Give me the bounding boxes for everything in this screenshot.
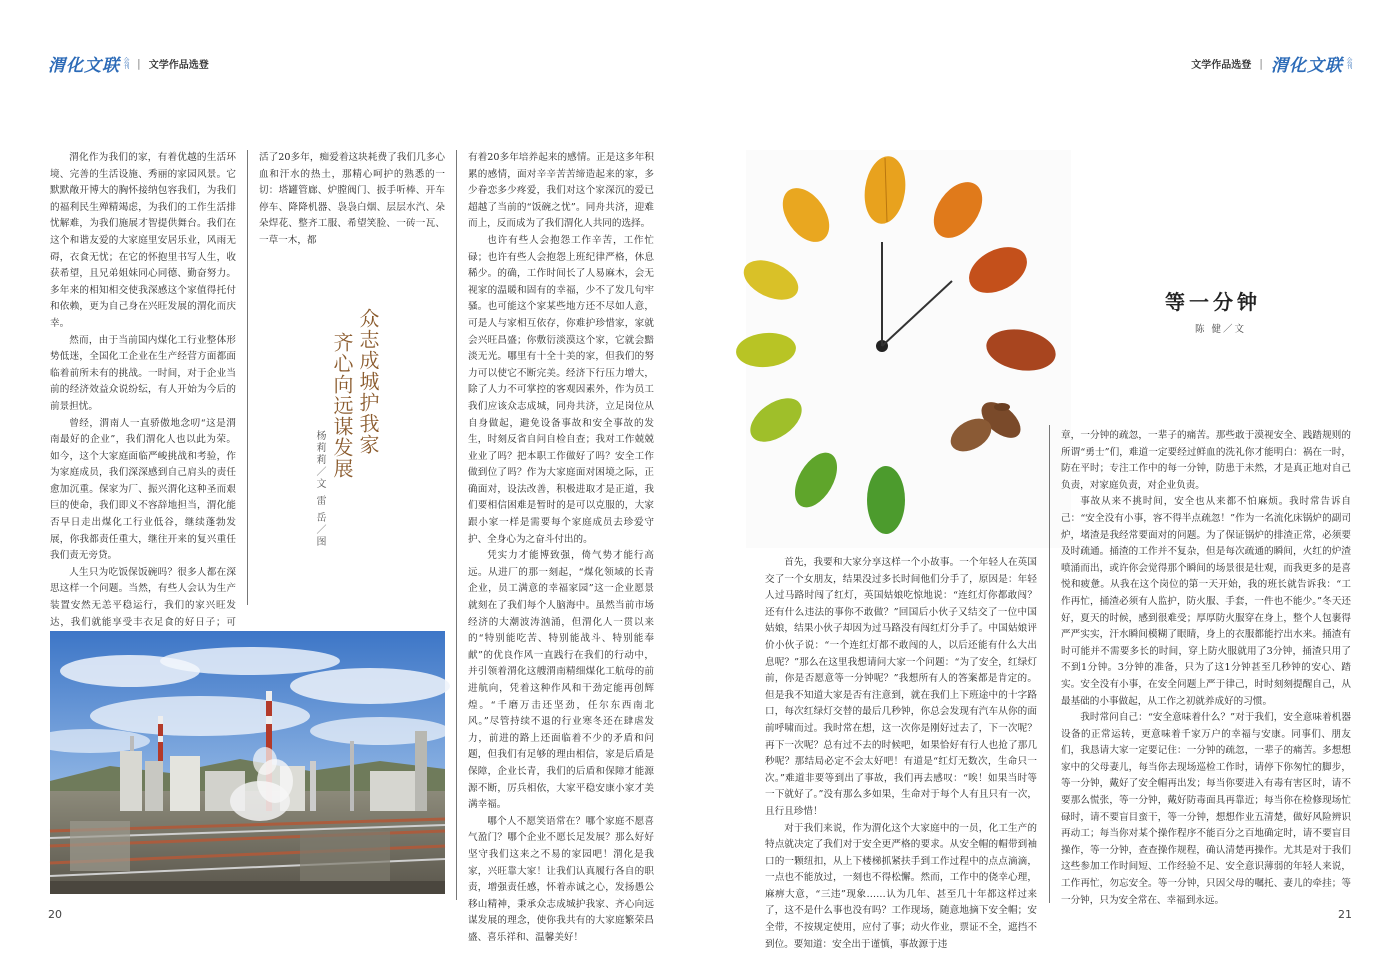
paragraph: 也许有些人会抱怨工作辛苦，工作忙碌；也许有些人会抱怨上班纪律严格，休息稀少。的确，工作时间长了人易麻木，会无视家的温暖和固有的幸福，少不了发几句牢骚。也可能这个家某些地方还不尽如人意，可是人与家相互依存，你难护珍惜家，家就会兴旺昌盛；你敷衍淡漠这个家，它就会黯淡无光。哪里有十全十美的家，但我们的努力可以使它不断完美。经济下行压力增大，除了人力不可掌控的客观因素外，作为员工我们应该众志成城，同舟共济，立足岗位从自身做起，避免设备事故和安全事故的发生，时刻反省自问自检自查；我对工作兢兢业业了吗？把本职工作做好了吗？安全工作做到位了吗？作为大家庭面对困境之际，正确面对，设法改善，积极进取才是正道，我们要相信困难是暂时的是可以克服的，大家跟小家一样是需要每个家庭成员去珍爱守护、全身心为之奋斗付出的。 <box>468 234 654 545</box>
header-separator: | <box>137 56 141 70</box>
paragraph: 对于我们来说，作为渭化这个大家庭中的一员，化工生产的特点就决定了我们对于安全更严格的要求。从安全帽的帽带到袖口的一颗纽扣，从上下楼梯抓紧扶手到工作过程中的点点滴滴，一点也不能放过，一刻也不得松懈。然而，工作中的侥幸心理，麻痹大意，“三违”现象……认为几年、甚至几十年都这样过来了，这不是什么事也没有吗？工作现场，随意地摘下安全帽；安全带，不按规定使用，应付了事；动火作业，票证不全，遮挡不到位。要知道：安全出于谨慎，事故源于违 <box>765 822 1037 950</box>
column-rule <box>1049 425 1050 903</box>
right-header <box>1191 52 1352 74</box>
leaf-clock <box>746 150 1071 548</box>
column-rule <box>247 150 248 605</box>
chemical-plant-photo <box>50 631 445 894</box>
article-title-line1: 众志成城护我家 <box>356 308 380 455</box>
magazine-logo: 渭化文联 <box>1271 55 1343 76</box>
logo-sub: 会刊 <box>122 57 129 69</box>
header-separator: | <box>1259 56 1263 70</box>
paragraph: 我时常问自己：“安全意味着什么？”对于我们，安全意味着机器设备的正常运转，更意味着千家万户的幸福与安康。同事们、朋友们，我恳请大家一定要记住：一分钟的疏忽，一辈子的痛苦。多想想家中的父母妻儿，每当你去现场巡检工作时，请停下你匆忙的脚步，等一分钟，戴好了安全帽再出发；每当你要进入有毒有害区时，请不要那么慌张，等一分钟，戴好防毒面具再靠近；每当你在检修现场忙碌时，请不要盲目蛮干，等一分钟，想想作业五清楚，做好风险辨识再动工；每当你对某个操作程序不能百分之百地确定时，请不要盲目操作，等一分钟，查查操作规程，确认清楚再操作。尤其是对于我们这些参加工作时间短、工作经验不足、安全意识薄弱的年轻人来说，工作再忙，勿忘安全。等一分钟，只因父母的嘱托、妻儿的牵挂；等一分钟，只为安全常在、幸福到永远。 <box>1061 712 1351 906</box>
paragraph: 有着20多年培养起来的感情。正是这多年积累的感情，面对辛辛苦苦缔造起来的家，多少眷恋多少疼爱，我们对这个家深沉的爱已超越了当前的“饭碗之忧”。同舟共济，迎难而上，反而成为了我们渭化人共同的选择。 <box>468 152 654 230</box>
section-label: 文学作品选登 <box>1191 59 1252 71</box>
article-title-line2: 齐心向远谋发展 <box>330 332 354 479</box>
paragraph: 事故从来不挑时间，安全也从来都不怕麻烦。我时常告诉自己：“安全没有小事，容不得半点疏忽！”作为一名流化床锅炉的副司炉，堵渣是我经常要面对的问题。为了保证锅炉的排渣正常，必须要及时疏通。捅渣的工作并不复杂，但是每次疏通的瞬间，火红的炉渣喷涌而出，或许你会觉得那个瞬间的场景很是壮观，而我更多的是喜悦和疲惫。从我在这个岗位的第一天开始，我的班长就告诉我：“工作再忙，捅渣必须有人监护，防火服、手套，一件也不能少。”冬天还好，夏天的时候，感到很难受；厚厚防火服穿在身上，整个人包裹得严严实实，汗水瞬间模糊了眼睛，身上的衣服都能拧出水来。捅渣有时可能并不需要多长的时间，穿上防火服就用了3分钟，捅渣只用了不到1分钟。3分钟的准备，只为了这1分钟甚至几秒钟的安心、踏实。安全没有小事，在安全问题上严于律己，时时刻刻提醒自己，从最基础的小事做起，从工作之初就养成好的习惯。 <box>1061 496 1351 707</box>
paragraph: 渭化作为我们的家，有着优越的生活环境、完善的生活设施、秀丽的家园风景。它默默敞开博大的胸怀接纳包容我们，为我们的福利民生殚精竭虑，为我们的工作生活排忧解难，为我们施展才智提供舞台。我们在这个和谐友爱的大家庭里安居乐业，风雨无碍，衣食无忧；在它的怀抱里书写人生，收获希望，且兄弟姐妹同心同德、勤奋努力。多年来的相知相交使我深感这个家值得托付和依赖，更为自己身在兴旺发展的渭化而庆幸。 <box>50 152 236 329</box>
paragraph: 凭实力才能博致强，倚气势才能行高远。从进厂的那一刻起，“煤化领域的长青企业，员工满意的幸福家园”这一企业愿景就刻在了我们每个人脑海中。虽然当前市场经济的大潮波涛汹涌，但渭化人一贯以来的“特别能吃苦、特别能战斗、特别能奉献”的优良作风一直践行在我们的行动中，并引领着渭化这艘渭南精细煤化工航母的前进航向，凭着这种作风和干劲定能再创辉煌。“千磨万击还坚劲，任尔东西南北风。”尽管持续不退的行业寒冬还在肆虐发力，前进的路上还面临着不少的矛盾和问题，但我们有足够的理由相信，家是后盾是保障，企业长青，我们的后盾和保障才能源源不断，厉兵相依，大家平稳安康小家才美满幸福。 <box>468 550 654 811</box>
section-label: 文学作品选登 <box>148 59 209 71</box>
article-title-block <box>330 308 380 568</box>
paragraph: 曾经，渭南人一直骄傲地念叨“这是渭南最好的企业”，我们渭化人也以此为荣。如今，这个大家庭面临严峻挑战和考验，作为家庭成员，我们深深感到自己肩头的责任愈加沉重。保家为厂、振兴渭化这种圣而艰巨的使命，我们即义不容辞地担当，渭化能否早日走出煤化工行业低谷，继续蓬勃发展，你我都责任重大，继往开来的复兴重任我们责无旁贷。 <box>50 417 236 562</box>
magazine-logo: 渭化文联 <box>48 55 120 76</box>
article-title: 等一分钟 <box>1165 290 1261 314</box>
paragraph: 活了20多年，痴爱着这块耗费了我们几多心血和汗水的热土，那精心呵护的熟悉的一切：塔罐管廊、炉膛阀门、扳手听棒、开车停车、降降机器、袅袅白烟、层层水汽、朵朵焊花、整齐工服、希望笑脸、一砖一瓦、一草一木，都 <box>259 152 445 246</box>
column-rule <box>456 150 457 900</box>
article-author: 杨莉莉／文 雷 岳／图 <box>314 430 325 549</box>
page-number-right: 21 <box>1338 908 1352 921</box>
right-col-2 <box>1061 428 1351 906</box>
paragraph: 人生只为吃饭保饭碗吗？很多人都在深思这样一个问题。当然，有些人会认为生产装置安然无恙平稳运行，我们的家兴旺发达，我们就能享受丰衣足食的好日子；可 <box>50 566 236 628</box>
left-header <box>48 52 209 74</box>
logo-sub: 会刊 <box>1345 57 1352 69</box>
paragraph: 然而，由于当前国内煤化工行业整体形势低迷，全国化工企业在生产经营方面都面临着前所未有的挑战。一时间，对于企业当前的经济效益众说纷纭，有人开始为今后的前景担忧。 <box>50 334 236 412</box>
leaves-clock-illustration <box>746 150 1071 548</box>
paragraph: 首先，我要和大家分享这样一个小故事。一个年轻人在英国交了一个女朋友，结果没过多长时间他们分手了，原因是：年轻人过马路时闯了红灯，英国姑娘吃惊地说：“连红灯你都敢闯？还有什么违法的事你不敢做？”回国后小伙子又结交了一位中国姑娘，结果小伙子却因为过马路没有闯红灯分手了。中国姑娘评价小伙子说：“一个连红灯都不敢闯的人，以后还能有什么大出息呢？”那么在这里我想请问大家一个问题：“为了安全，红绿灯前，你是否愿意等一分钟呢？”我想所有人的答案都是肯定的。但是我不知道大家是否有注意到，就在我们上下班途中的十字路口，每次红绿灯交替的最后几秒钟，你总会发现有汽车从你的面前呼啸而过。我时常在想，这一次你是刚好过去了，下一次呢？再下一次呢？总有过不去的时候吧，如果恰好有行人也抢了那几秒呢？那结局必定不会太好吧！有道是“红灯无数次，生命只一次。”难道非要等到出了事故，我们再去感叹：“唉！如果当时等一下就好了。”没有那么多如果，生命对于每个人有且只有一次，且行且珍惜！ <box>765 557 1037 817</box>
right-col-1 <box>765 555 1037 950</box>
page-number-left: 20 <box>48 908 62 921</box>
left-col-1 <box>50 150 236 628</box>
plant-illustration <box>50 631 445 894</box>
left-col-3 <box>468 150 654 943</box>
article-author: 陈 健／文 <box>1195 324 1247 335</box>
paragraph: 章，一分钟的疏忽，一辈子的痛苦。那些敢于漠视安全、践踏规则的所谓“勇士”们，难道一定要经过鲜血的洗礼你才能明白：祸在一时，防在平时；专注工作中的每一分钟，防患于未然，才是真正地对自己负责，对家庭负责，对企业负责。 <box>1061 430 1351 491</box>
left-col-2 <box>259 150 445 246</box>
paragraph: 哪个人不愿笑语常在？哪个家庭不愿喜气盈门？哪个企业不愿长足发展？那么好好坚守我们这来之不易的家园吧！渭化是我家，兴旺靠大家！让我们认真履行各自的职责，增强责任感，怀着赤诚之心，发扬愚公移山精神，秉承众志成城护我家、齐心向远谋发展的理念，使你我共有的大家庭繁荣昌盛、喜乐祥和、温馨美好！ <box>468 815 654 943</box>
